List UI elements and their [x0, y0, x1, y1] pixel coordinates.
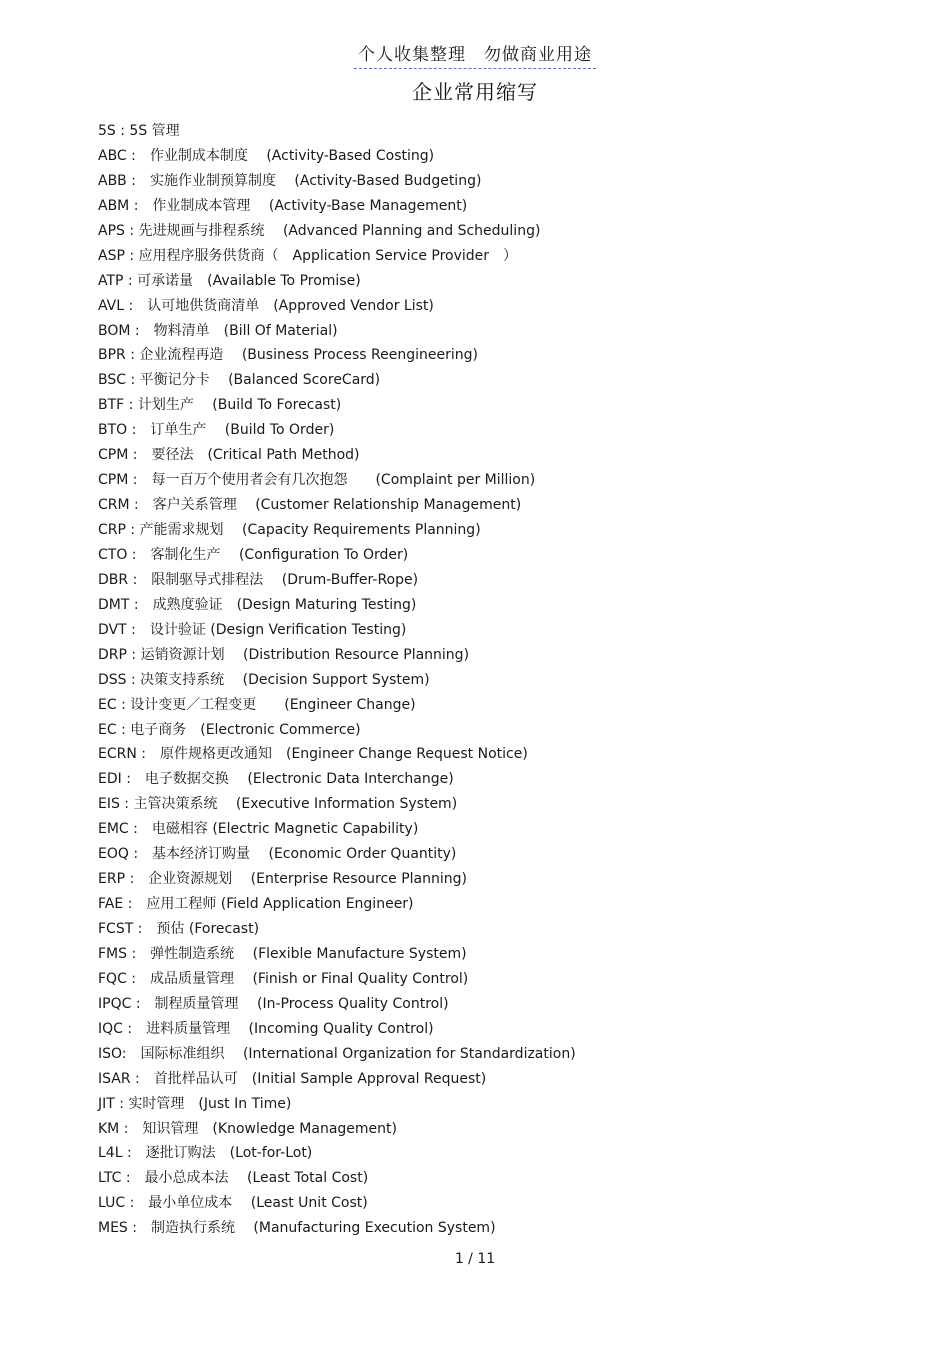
abbreviation-entry: JIT : 实时管理 (Just In Time)	[98, 1095, 292, 1112]
abbreviation-entry: IQC : 进料质量管理 (Incoming Quality Control)	[98, 1020, 434, 1037]
abbreviation-entry: LUC : 最小单位成本 (Least Unit Cost)	[98, 1195, 368, 1212]
abbreviation-entry: EC : 电子商务 (Electronic Commerce)	[98, 721, 361, 738]
abbreviation-entry: BSC : 平衡记分卡 (Balanced ScoreCard)	[98, 372, 381, 389]
abbreviation-entry: EOQ : 基本经济订购量 (Economic Order Quantity)	[98, 846, 457, 863]
abbreviation-entry: ISAR : 首批样品认可 (Initial Sample Approval Request)	[98, 1070, 487, 1087]
abbreviation-entry: L4L : 逐批订购法 (Lot-for-Lot)	[98, 1145, 313, 1162]
abbreviation-entry: FQC : 成品质量管理 (Finish or Final Quality Control)	[98, 970, 469, 987]
abbreviation-entry: ABB : 实施作业制预算制度 (Activity-Based Budgeting)	[98, 172, 482, 189]
abbreviation-entry: FCST : 预估 (Forecast)	[98, 921, 260, 937]
abbreviation-entry: CPM : 每一百万个使用者会有几次抱怨 (Complaint per Million)	[98, 472, 536, 489]
abbreviation-entry: AVL : 认可地供货商清单 (Approved Vendor List)	[98, 297, 434, 314]
abbreviation-entry: KM : 知识管理 (Knowledge Management)	[98, 1120, 397, 1137]
abbreviation-entry: ABM : 作业制成本管理 (Activity-Base Management)	[98, 197, 468, 214]
abbreviation-list	[98, 119, 898, 1241]
abbreviation-entry: CRP : 产能需求规划 (Capacity Requirements Planning)	[98, 522, 481, 538]
abbreviation-entry: EIS : 主管决策系统 (Executive Information System)	[98, 796, 458, 813]
abbreviation-entry: DSS : 决策支持系统 (Decision Support System)	[98, 671, 430, 688]
abbreviation-entry: BTF : 计划生产 (Build To Forecast)	[98, 397, 342, 414]
abbreviation-entry: DVT : 设计验证 (Design Verification Testing)	[98, 621, 407, 638]
abbreviation-entry: LTC : 最小总成本法 (Least Total Cost)	[98, 1170, 369, 1187]
abbreviation-entry: ASP : 应用程序服务供货商（ Application Service Provider ）	[98, 247, 518, 264]
page-number: 1 / 11	[454, 1251, 496, 1267]
abbreviation-entry: ECRN : 原件规格更改通知 (Engineer Change Request Notice)	[98, 746, 528, 763]
abbreviation-entry: BPR : 企业流程再造 (Business Process Reengineering)	[98, 347, 478, 364]
abbreviation-entry: CTO : 客制化生产 (Configuration To Order)	[98, 546, 409, 563]
abbreviation-entry: MES : 制造执行系统 (Manufacturing Execution System)	[98, 1220, 496, 1237]
page-header	[0, 40, 950, 69]
abbreviation-entry: ATP : 可承诺量 (Available To Promise)	[98, 272, 361, 289]
abbreviation-entry: CPM : 要径法 (Critical Path Method)	[98, 447, 360, 464]
document-title: 企业常用缩写	[412, 80, 538, 104]
abbreviation-entry: APS : 先进规画与排程系统 (Advanced Planning and Scheduling)	[98, 222, 541, 239]
abbreviation-entry: CRM : 客户关系管理 (Customer Relationship Management)	[98, 497, 522, 514]
abbreviation-entry: BOM : 物料清单 (Bill Of Material)	[98, 322, 338, 339]
abbreviation-entry: DMT : 成熟度验证 (Design Maturing Testing)	[98, 596, 417, 613]
header-note: 个人收集整理 勿做商业用途	[354, 40, 596, 69]
abbreviation-entry: BTO : 订单生产 (Build To Order)	[98, 422, 335, 439]
abbreviation-entry: DBR : 限制驱导式排程法 (Drum-Buffer-Rope)	[98, 571, 419, 588]
abbreviation-entry: ERP : 企业资源规划 (Enterprise Resource Planning)	[98, 871, 467, 888]
abbreviation-entry: DRP : 运销资源计划 (Distribution Resource Planning)	[98, 646, 470, 663]
abbreviation-entry: 5S : 5S 管理	[98, 123, 180, 139]
abbreviation-entry: IPQC : 制程质量管理 (In-Process Quality Control)	[98, 995, 449, 1012]
abbreviation-entry: FAE : 应用工程师 (Field Application Engineer)	[98, 896, 414, 913]
abbreviation-entry: EC : 设计变更／工程变更 (Engineer Change)	[98, 696, 416, 713]
abbreviation-entry: ISO: 国际标准组织 (International Organization for Standardization)	[98, 1045, 576, 1062]
abbreviation-entry: ABC : 作业制成本制度 (Activity-Based Costing)	[98, 147, 435, 164]
abbreviation-entry: EMC : 电磁相容 (Electric Magnetic Capability)	[98, 821, 419, 838]
abbreviation-entry: FMS : 弹性制造系统 (Flexible Manufacture System)	[98, 945, 467, 962]
abbreviation-entry: EDI : 电子数据交换 (Electronic Data Interchange)	[98, 771, 454, 788]
